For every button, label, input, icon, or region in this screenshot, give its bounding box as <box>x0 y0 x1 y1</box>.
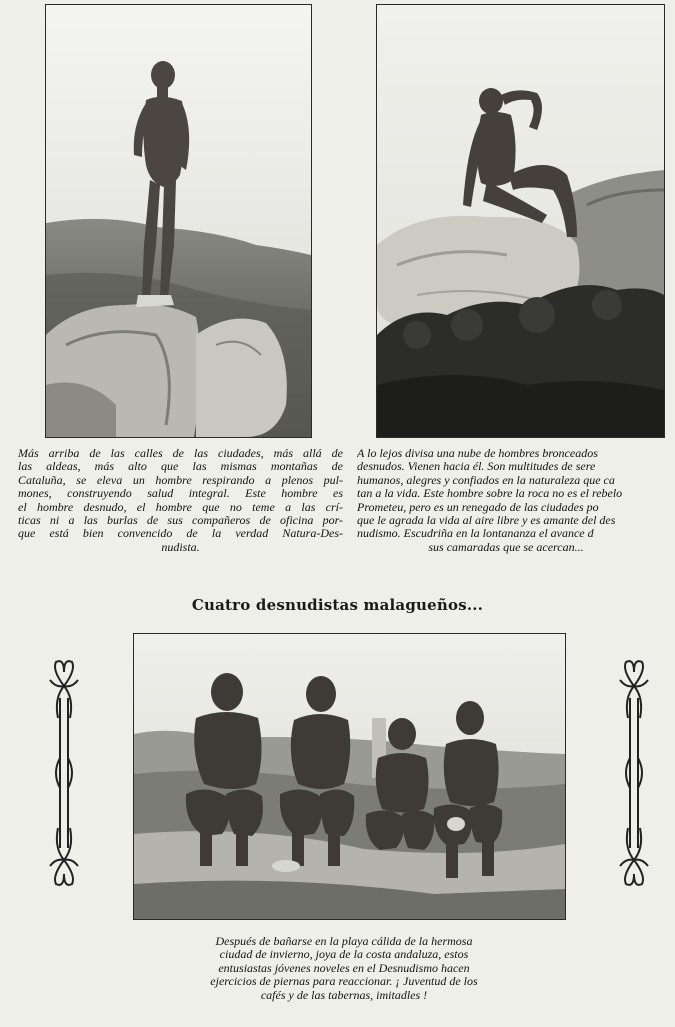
caption-line: las aldeas, más alto que las mismas montañas de <box>18 459 343 474</box>
caption-line: Cataluña, se eleva un hombre respirando a plenos pul- <box>18 472 343 487</box>
caption-line: mones, construyendo salud integral. Este hombre es <box>18 486 343 501</box>
caption-line: nudista. <box>161 539 200 554</box>
seated-man-image <box>377 5 664 437</box>
caption-line: humanos, alegres y confiados en la naturaleza que ca <box>357 472 615 487</box>
caption-line: sus camaradas que se acercan... <box>428 539 584 554</box>
caption-line: entusiastas jóvenes noveles en el Desnudismo hacen <box>218 960 470 975</box>
standing-man-image <box>46 5 311 437</box>
caption-line: ticas ni a las burlas de sus compañeros de oficina por- <box>18 513 343 528</box>
caption-group <box>160 935 528 1002</box>
caption-line: tan a la vida. Este hombre sobre la roca no es el rebelo <box>357 486 623 501</box>
caption-line: cafés y de las tabernas, imitadles ! <box>260 987 428 1002</box>
caption-line: Más arriba de las calles de las ciudades, más allá de <box>18 446 343 460</box>
caption-line: ciudad de invierno, joya de la costa andaluza, estos <box>219 947 469 962</box>
caption-line: A lo lejos divisa una nube de hombres bronceados <box>357 447 598 460</box>
ribbon-ornament-right-icon <box>616 658 652 888</box>
caption-line: el hombre desnudo, el hombre que no teme a las crí- <box>18 499 343 514</box>
photo-four-men-crouching <box>133 633 566 920</box>
caption-line: que está bien convencido de la verdad Natura-Des- <box>18 526 343 541</box>
caption-line: Prometeu, pero es un renegado de las ciudades po <box>357 499 599 514</box>
caption-line: que le agrada la vida al aire libre y es amante del des <box>357 513 616 528</box>
photo-man-on-boulder <box>376 4 665 438</box>
section-headline: Cuatro desnudistas malagueños... <box>191 596 484 614</box>
caption-line: ejercicios de piernas para reaccionar. ¡ Juventud de los <box>210 974 478 989</box>
caption-line: Después de bañarse en la playa cálida de la hermosa <box>215 934 473 948</box>
photo-man-standing-on-rock <box>45 4 312 438</box>
caption-line: nudismo. Escudriña en la lontananza el avance d <box>357 526 594 541</box>
caption-seated-man <box>357 447 675 554</box>
group-image <box>134 634 565 919</box>
caption-standing-man <box>18 447 343 554</box>
ribbon-ornament-left-icon <box>46 658 82 888</box>
caption-line: desnudos. Vienen hacia él. Son multitudes de sere <box>357 459 596 474</box>
